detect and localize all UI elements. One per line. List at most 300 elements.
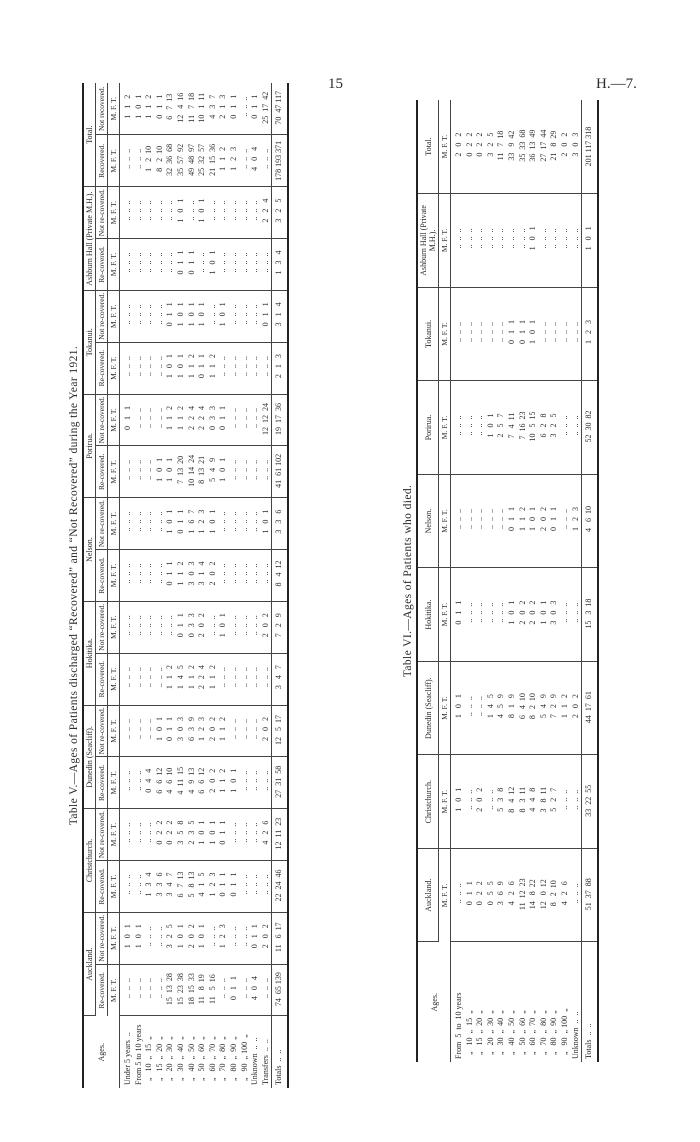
age-label: „ 30 „ 40 „	[175, 1036, 185, 1085]
data-cell: .. .. ..	[120, 187, 134, 239]
data-cell: .. .. ..	[240, 809, 251, 861]
data-cell: 1 0 1	[218, 290, 229, 342]
table-row	[134, 83, 145, 1088]
total-cell: 1 2 3	[582, 287, 598, 381]
data-cell: 2 2 4	[261, 187, 272, 239]
data-cell: 0 1 1	[165, 550, 176, 602]
data-cell: 4 0 4	[250, 135, 261, 187]
data-cell: 1 0 1	[528, 474, 539, 568]
data-cell: .. .. ..	[134, 550, 145, 602]
sub-header-recovered: Re-covered.	[96, 757, 108, 809]
table-vi-grid	[416, 100, 599, 1062]
sub-header-not-recovered: Not re-covered.	[96, 290, 108, 342]
sub-header-not-recovered: Not recovered.	[96, 83, 108, 135]
data-cell: 0 1 1	[218, 394, 229, 446]
table-row	[486, 100, 497, 1062]
data-cell: 0 1 1	[176, 601, 187, 653]
data-cell: .. .. ..	[229, 446, 240, 498]
data-cell: 4 1 5	[197, 861, 208, 913]
mft-header: M. F. T.	[439, 194, 451, 288]
data-cell: 0 4 4	[144, 757, 155, 809]
data-cell: .. .. ..	[240, 964, 251, 1016]
column-header: Ashburn Hall (Private M.H.).	[417, 194, 439, 288]
total-cell: 201 117 318	[582, 100, 598, 194]
table-v-title: Table V.—Ages of Patients discharged “Recovered” and “Not Recovered” during the Year 1921.	[68, 345, 80, 826]
data-cell: .. .. ..	[465, 474, 476, 568]
data-cell: 49 48 97	[187, 135, 198, 187]
age-label: „ 15 „ 20 „	[475, 1010, 485, 1059]
age-label: „ 70 „ 80 „	[218, 1036, 228, 1085]
data-cell: 2 0 2	[528, 568, 539, 662]
data-cell: .. .. ..	[451, 381, 465, 475]
mft-header: M. F. T.	[108, 912, 120, 964]
data-cell: .. .. ..	[465, 661, 476, 755]
table-vi-title: Table VI.—Ages of Patients who died.	[402, 484, 414, 678]
data-cell: .. .. ..	[165, 239, 176, 291]
data-cell: 2 2 4	[197, 653, 208, 705]
mft-header: M. F. T.	[108, 135, 120, 187]
data-cell: .. .. ..	[539, 194, 550, 288]
data-cell: 2 0 2	[261, 912, 272, 964]
data-cell: .. .. ..	[120, 446, 134, 498]
data-cell: 2 3 5	[187, 809, 198, 861]
data-cell: .. .. ..	[229, 809, 240, 861]
data-cell: .. .. ..	[496, 287, 507, 381]
data-cell: 1 0 1	[197, 187, 208, 239]
data-cell: .. .. ..	[120, 342, 134, 394]
data-cell: .. .. ..	[144, 187, 155, 239]
data-cell: .. .. ..	[155, 187, 166, 239]
age-label: „ 80 „ 90 „	[549, 1010, 559, 1059]
data-cell: 0 2 2	[165, 809, 176, 861]
data-cell: 10 1 11	[197, 83, 208, 135]
total-cell: 178 193 371	[272, 135, 288, 187]
data-cell: 1 0 1	[176, 187, 187, 239]
data-cell: 0 1 1	[507, 474, 518, 568]
data-cell: .. .. ..	[155, 290, 166, 342]
total-cell: 3 1 4	[272, 290, 288, 342]
total-cell: 3 4 7	[272, 653, 288, 705]
data-cell: .. .. ..	[208, 912, 219, 964]
data-cell: 2 0 2	[261, 601, 272, 653]
total-cell: 70 47 117	[272, 83, 288, 135]
data-cell: .. .. ..	[144, 809, 155, 861]
data-cell: .. .. ..	[134, 705, 145, 757]
mft-header: M. F. T.	[439, 848, 451, 942]
mft-header: M. F. T.	[108, 187, 120, 239]
mft-header: M. F. T.	[439, 100, 451, 194]
data-cell: 3 1 4	[197, 550, 208, 602]
table-row	[208, 83, 219, 1088]
data-cell: .. .. ..	[134, 809, 145, 861]
age-label: „ 70 „ 80 „	[538, 1010, 548, 1059]
column-header: Christchurch.	[417, 755, 439, 849]
data-cell: 25 32 57	[197, 135, 208, 187]
mft-header: M. F. T.	[108, 601, 120, 653]
data-cell: 2 0 2	[261, 705, 272, 757]
data-cell: 4 5 9	[496, 661, 507, 755]
data-cell: .. .. ..	[240, 83, 251, 135]
data-cell: .. .. ..	[571, 287, 582, 381]
data-cell: 1 1 2	[165, 394, 176, 446]
data-cell: .. .. ..	[475, 661, 486, 755]
sub-header-recovered: Re-covered.	[96, 964, 108, 1016]
data-cell: .. .. ..	[155, 498, 166, 550]
data-cell: 5 4 9	[208, 446, 219, 498]
data-cell: .. .. ..	[120, 498, 134, 550]
sub-header-recovered: Re-covered.	[96, 446, 108, 498]
data-cell: 0 1 1	[229, 83, 240, 135]
sub-header-not-recovered: Not re-covered.	[96, 601, 108, 653]
data-cell: 4 0 4	[250, 964, 261, 1016]
data-cell: 2 0 2	[208, 550, 219, 602]
data-cell: .. .. ..	[549, 194, 560, 288]
column-header: Dunedin (Seacliff).	[417, 661, 439, 755]
age-label: Transfers .. ..	[260, 1039, 270, 1085]
column-header: Tokanui.	[417, 287, 439, 381]
data-cell: 3 6 9	[496, 848, 507, 942]
total-cell: 74 65 139	[272, 964, 288, 1016]
data-cell: 11 5 16	[208, 964, 219, 1016]
data-cell: .. .. ..	[134, 187, 145, 239]
data-cell: .. .. ..	[496, 194, 507, 288]
data-cell: .. .. ..	[560, 568, 571, 662]
data-cell: 0 1 1	[451, 568, 465, 662]
data-cell: .. .. ..	[229, 342, 240, 394]
data-cell: 1 1 2	[218, 135, 229, 187]
data-cell: 1 1 2	[208, 653, 219, 705]
data-cell: 1 2 3	[571, 474, 582, 568]
data-cell: 12 4 16	[176, 83, 187, 135]
data-cell: .. .. ..	[261, 239, 272, 291]
data-cell: 15 13 28	[165, 964, 176, 1016]
table-row	[155, 83, 166, 1088]
data-cell: 1 1 2	[176, 394, 187, 446]
data-cell: .. .. ..	[250, 757, 261, 809]
data-cell: 32 36 68	[165, 135, 176, 187]
group-header: Nelson.	[83, 498, 96, 602]
data-cell: .. .. ..	[120, 239, 134, 291]
data-cell: 1 2 3	[208, 861, 219, 913]
data-cell: 7 16 23	[518, 381, 529, 475]
data-cell: .. .. ..	[486, 287, 497, 381]
sub-header-not-recovered: Not re-covered.	[96, 394, 108, 446]
total-cell: 12 5 17	[272, 705, 288, 757]
data-cell: .. .. ..	[451, 194, 465, 288]
age-label: „ 50 „ 60 „	[197, 1036, 207, 1085]
mft-header: M. F. T.	[108, 290, 120, 342]
data-cell: .. .. ..	[144, 446, 155, 498]
data-cell: .. .. ..	[144, 912, 155, 964]
data-cell: 3 2 5	[165, 912, 176, 964]
data-cell: .. .. ..	[120, 290, 134, 342]
data-cell: 0 1 1	[465, 848, 476, 942]
mft-header: M. F. T.	[108, 342, 120, 394]
data-cell: .. .. ..	[134, 135, 145, 187]
data-cell: 35 33 68	[518, 100, 529, 194]
totals-label: Totals .. ..	[272, 1016, 288, 1088]
data-cell: .. .. ..	[250, 394, 261, 446]
data-cell: .. .. ..	[144, 394, 155, 446]
data-cell: .. .. ..	[120, 135, 134, 187]
data-cell: 7 13 20	[176, 446, 187, 498]
data-cell: 8 4 12	[507, 755, 518, 849]
data-cell: .. .. ..	[261, 342, 272, 394]
data-cell: .. .. ..	[240, 757, 251, 809]
data-cell: .. .. ..	[571, 381, 582, 475]
data-cell: .. .. ..	[134, 446, 145, 498]
data-cell: 1 2 3	[197, 705, 208, 757]
data-cell: .. .. ..	[240, 653, 251, 705]
table-row	[176, 83, 187, 1088]
data-cell: 1 1 2	[187, 653, 198, 705]
data-cell: 0 1 1	[218, 861, 229, 913]
data-cell: 27 17 44	[539, 100, 550, 194]
data-cell: 2 0 2	[208, 757, 219, 809]
data-cell: 3 3 6	[155, 861, 166, 913]
data-cell: .. .. ..	[229, 550, 240, 602]
data-cell: .. .. ..	[571, 848, 582, 942]
mft-header: M. F. T.	[108, 964, 120, 1016]
data-cell: .. .. ..	[229, 290, 240, 342]
data-cell: 1 0 1	[451, 755, 465, 849]
data-cell: 1 0 1	[197, 912, 208, 964]
mft-header: M. F. T.	[108, 809, 120, 861]
data-cell: 0 1 1	[250, 83, 261, 135]
sub-header-recovered: Re-covered.	[96, 653, 108, 705]
data-cell: 1 0 1	[208, 809, 219, 861]
data-cell: 0 1 1	[250, 912, 261, 964]
data-cell: 4 11 15	[176, 757, 187, 809]
data-cell: .. .. ..	[218, 653, 229, 705]
data-cell: .. .. ..	[134, 964, 145, 1016]
data-cell: .. .. ..	[229, 601, 240, 653]
data-cell: .. .. ..	[218, 187, 229, 239]
age-label: „ 15 „ 20 „	[154, 1036, 164, 1085]
data-cell: .. .. ..	[240, 394, 251, 446]
data-cell: .. .. ..	[475, 568, 486, 662]
data-cell: 6 7 13	[165, 83, 176, 135]
data-cell: .. .. ..	[475, 287, 486, 381]
data-cell: .. .. ..	[134, 757, 145, 809]
data-cell: 8 3 11	[518, 755, 529, 849]
table-row	[218, 83, 229, 1088]
total-cell: 19 17 36	[272, 394, 288, 446]
data-cell: .. .. ..	[155, 912, 166, 964]
data-cell: .. .. ..	[218, 550, 229, 602]
table-row	[539, 100, 550, 1062]
data-cell: .. .. ..	[560, 381, 571, 475]
age-label: „ 60 „ 70 „	[528, 1010, 538, 1059]
data-cell: 0 1 1	[187, 239, 198, 291]
data-cell: .. .. ..	[144, 653, 155, 705]
age-label: „ 30 „ 40 „	[496, 1010, 506, 1059]
ages-header: Ages.	[83, 1016, 120, 1088]
data-cell: 1 0 1	[197, 809, 208, 861]
data-cell: .. .. ..	[144, 239, 155, 291]
data-cell: .. .. ..	[155, 342, 166, 394]
data-cell: 2 5 7	[496, 381, 507, 475]
data-cell: 1 0 1	[218, 446, 229, 498]
data-cell: .. .. ..	[261, 964, 272, 1016]
data-cell: 0 2 2	[475, 848, 486, 942]
data-cell: .. .. ..	[165, 187, 176, 239]
data-cell: .. .. ..	[250, 653, 261, 705]
data-cell: 1 4 5	[486, 661, 497, 755]
mft-header: M. F. T.	[439, 474, 451, 568]
mft-header: M. F. T.	[439, 568, 451, 662]
mft-header: M. F. T.	[108, 861, 120, 913]
data-cell: 2 2 4	[197, 394, 208, 446]
column-header: Hokitika.	[417, 568, 439, 662]
data-cell: 7 4 11	[507, 381, 518, 475]
data-cell: 4 2 6	[261, 809, 272, 861]
data-cell: .. .. ..	[240, 187, 251, 239]
table-row	[229, 83, 240, 1088]
data-cell: 5 2 7	[549, 755, 560, 849]
data-cell: .. .. ..	[134, 290, 145, 342]
data-cell: .. .. ..	[560, 287, 571, 381]
data-cell: .. .. ..	[451, 287, 465, 381]
age-label: From 5 to 10 years	[133, 1024, 143, 1085]
data-cell: .. .. ..	[486, 474, 497, 568]
age-label: „ 50 „ 60 „	[517, 1010, 527, 1059]
table-row	[187, 83, 198, 1088]
group-header: Hokitika.	[83, 601, 96, 705]
data-cell: .. .. ..	[155, 550, 166, 602]
data-cell: .. .. ..	[465, 287, 476, 381]
data-cell: 4 2 6	[507, 848, 518, 942]
data-cell: .. .. ..	[240, 861, 251, 913]
data-cell: .. .. ..	[229, 912, 240, 964]
total-cell: 41 61 102	[272, 446, 288, 498]
age-label: Under 5 years ..	[120, 1016, 134, 1088]
data-cell: 1 0 1	[528, 194, 539, 288]
column-header: Porirua.	[417, 381, 439, 475]
data-cell: .. .. ..	[518, 194, 529, 288]
data-cell: .. .. ..	[155, 653, 166, 705]
data-cell: 4 4 8	[528, 755, 539, 849]
mft-header: M. F. T.	[108, 394, 120, 446]
data-cell: 3 2 5	[486, 100, 497, 194]
data-cell: 1 2 3	[197, 498, 208, 550]
data-cell: .. .. ..	[571, 568, 582, 662]
data-cell: 21 8 29	[549, 100, 560, 194]
data-cell: 6 6 12	[197, 757, 208, 809]
data-cell: .. .. ..	[571, 755, 582, 849]
data-cell: .. .. ..	[120, 653, 134, 705]
data-cell: 1 0 1	[197, 290, 208, 342]
total-cell: 12 11 23	[272, 809, 288, 861]
group-header: Porirua.	[83, 394, 96, 498]
data-cell: 12 0 12	[539, 848, 550, 942]
data-cell: .. .. ..	[475, 474, 486, 568]
data-cell: 0 1 1	[229, 964, 240, 1016]
data-cell: 1 1 2	[218, 705, 229, 757]
data-cell: .. .. ..	[250, 239, 261, 291]
data-cell: .. .. ..	[229, 239, 240, 291]
data-cell: 1 0 1	[165, 342, 176, 394]
data-cell: 0 3 3	[187, 601, 198, 653]
data-cell: .. .. ..	[144, 964, 155, 1016]
data-cell: .. .. ..	[250, 290, 261, 342]
data-cell: .. .. ..	[475, 381, 486, 475]
data-cell: 1 2 10	[144, 135, 155, 187]
sub-header-recovered: Re-covered.	[96, 550, 108, 602]
table-row	[120, 83, 134, 1088]
mft-header: M. F. T.	[439, 381, 451, 475]
table-row	[197, 83, 208, 1088]
data-cell: 1 0 1	[165, 498, 176, 550]
group-header: Dunedin (Seacliff).	[83, 705, 96, 809]
data-cell: .. .. ..	[218, 239, 229, 291]
data-cell: 3 4 7	[165, 861, 176, 913]
data-cell: .. .. ..	[475, 194, 486, 288]
data-cell: 0 2 2	[475, 100, 486, 194]
table-row	[549, 100, 560, 1062]
data-cell: .. .. ..	[208, 290, 219, 342]
data-cell: .. .. ..	[250, 809, 261, 861]
data-cell: 0 1 1	[197, 342, 208, 394]
data-cell: 1 0 1	[165, 446, 176, 498]
column-header: Total.	[417, 100, 439, 194]
mft-header: M. F. T.	[108, 83, 120, 135]
data-cell: 2 0 2	[451, 100, 465, 194]
data-cell: .. .. ..	[120, 757, 134, 809]
data-cell: 1 1 2	[218, 757, 229, 809]
data-cell: 0 1 1	[218, 809, 229, 861]
data-cell: .. .. ..	[155, 239, 166, 291]
data-cell: .. .. ..	[120, 964, 134, 1016]
data-cell: 3 2 5	[549, 381, 560, 475]
total-cell: 52 30 82	[582, 381, 598, 475]
data-cell: 1 2 3	[218, 912, 229, 964]
data-cell: 11 7 18	[496, 100, 507, 194]
table-row	[465, 100, 476, 1062]
total-cell: 2 1 3	[272, 342, 288, 394]
data-cell: .. .. ..	[250, 342, 261, 394]
data-cell: .. .. ..	[261, 135, 272, 187]
data-cell: 1 0 1	[451, 661, 465, 755]
group-header: Total.	[83, 83, 96, 187]
data-cell: .. .. ..	[250, 550, 261, 602]
data-cell: .. .. ..	[465, 381, 476, 475]
data-cell: .. .. ..	[451, 474, 465, 568]
data-cell: 0 1 1	[176, 498, 187, 550]
data-cell: 2 0 2	[560, 100, 571, 194]
mft-header: M. F. T.	[439, 755, 451, 849]
data-cell: 0 1 1	[518, 287, 529, 381]
data-cell: 3 0 3	[549, 568, 560, 662]
table-row	[507, 100, 518, 1062]
data-cell: .. .. ..	[120, 601, 134, 653]
totals-row	[272, 83, 288, 1088]
sub-header-not-recovered: Not re-covered.	[96, 498, 108, 550]
sub-header-not-recovered: Not re-covered.	[96, 809, 108, 861]
data-cell: 1 1 2	[560, 661, 571, 755]
data-cell: 0 2 2	[155, 809, 166, 861]
total-cell: 27 31 58	[272, 757, 288, 809]
table-row	[261, 83, 272, 1088]
sub-header-recovered: Re-covered.	[96, 342, 108, 394]
data-cell: .. .. ..	[187, 187, 198, 239]
total-cell: 15 3 18	[582, 568, 598, 662]
data-cell: 2 0 2	[197, 601, 208, 653]
data-cell: 4 3 7	[208, 83, 219, 135]
data-cell: .. .. ..	[134, 239, 145, 291]
data-cell: .. .. ..	[465, 755, 476, 849]
table-row	[240, 83, 251, 1088]
